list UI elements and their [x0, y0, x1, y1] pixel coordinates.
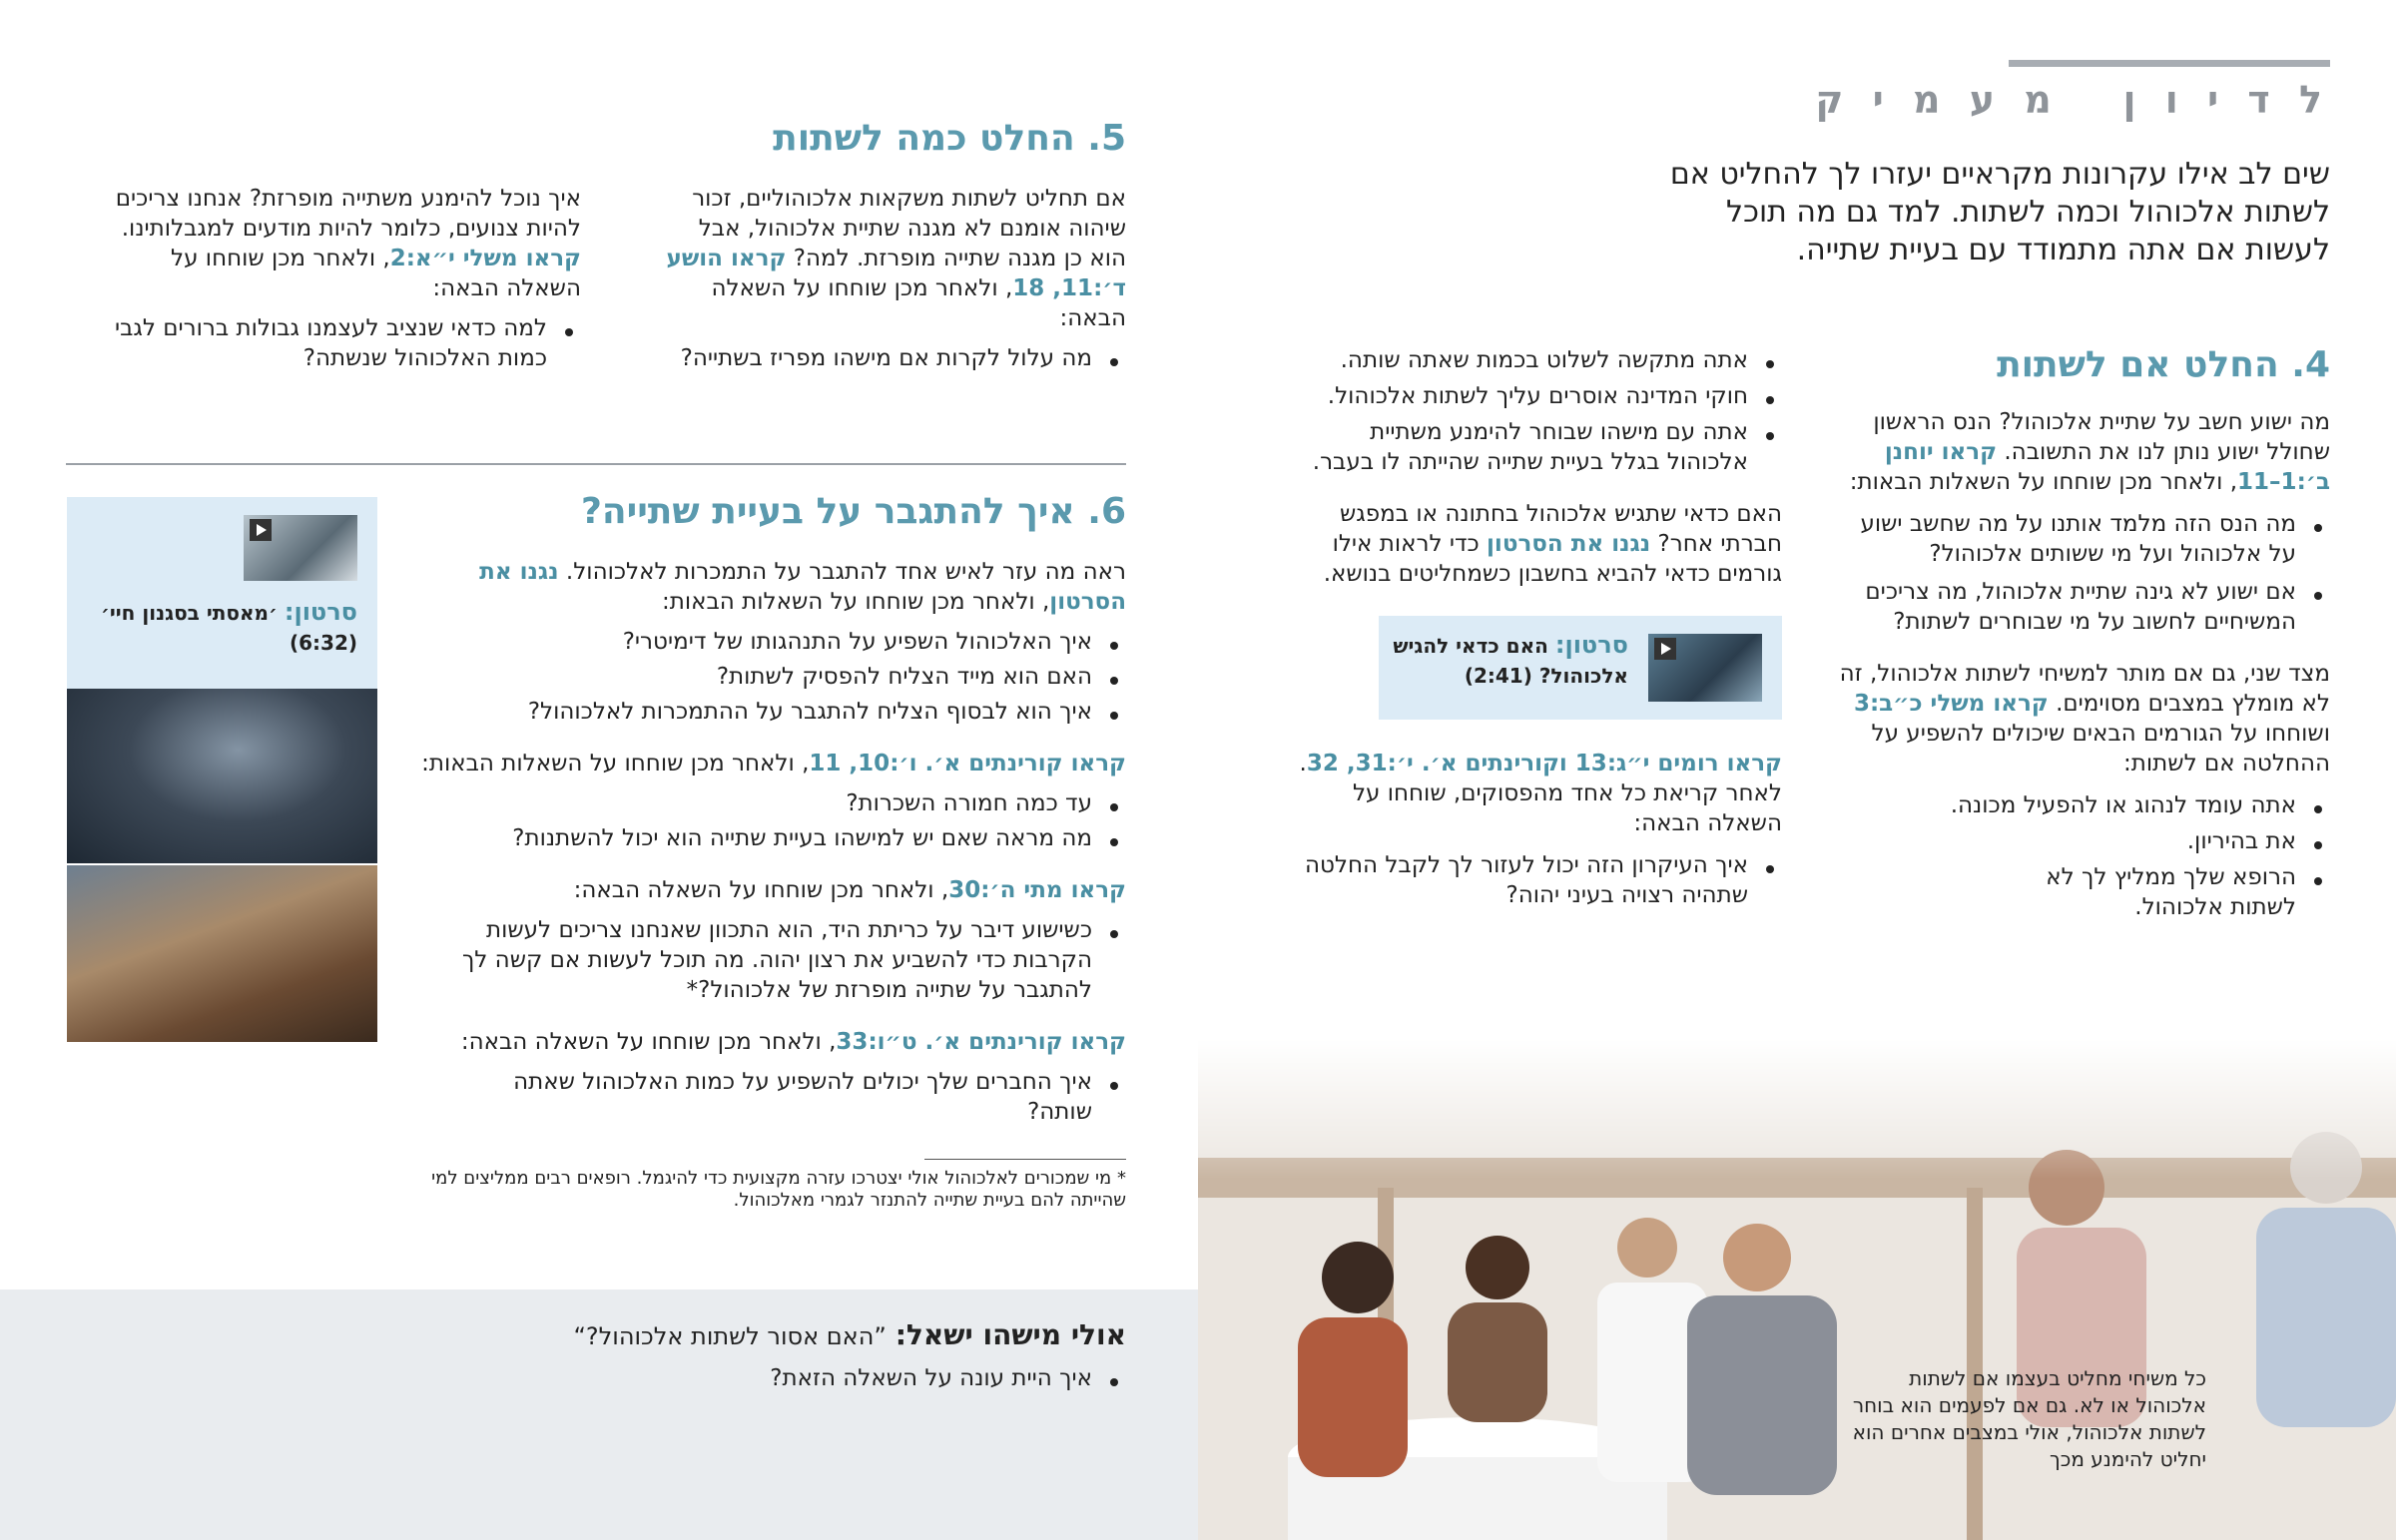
video-caption: סרטון: ׳מאסתי בסגנון חיי׳ (6:32)	[100, 598, 357, 655]
section-4-bullets-1	[1826, 509, 2330, 637]
list-item: אתה עם מישהו שבוחר להימנע משתיית אלכוהול בגלל בעיית שתייה שהייתה לו בעבר.	[1283, 417, 1782, 477]
section-5-title: 5. החלט כמה לשתות	[773, 118, 1126, 159]
list-item: איך החברים שלך יכולים להשפיע על כמות האלכוהול שאתה שותה?	[407, 1067, 1126, 1127]
section-6-bullets-3	[407, 915, 1126, 1005]
illustration-caption: כל משיחי מחליט בעצמו אם לשתות אלכוהול או לא. גם אם לפעמים הוא בוחר לשתות אלכוהול, אולי במצבים אחרים הוא יחליט להימנע מכך	[1852, 1366, 2206, 1471]
question-band	[0, 1289, 1198, 1540]
section-5-col-1	[657, 184, 1126, 373]
scripture-link-matthew[interactable]: קראו מתי ה׳:30	[948, 877, 1126, 903]
section-4-bullets-3	[1283, 345, 1782, 477]
section-4-title: 4. החלט אם לשתות	[1997, 344, 2330, 385]
section-6-body	[407, 557, 1126, 1127]
scripture-link-proverbs-11[interactable]: קראו משלי י״א:2	[389, 246, 581, 271]
play-video-link[interactable]: נגנו את הסרטון	[1487, 531, 1651, 557]
scripture-link-john[interactable]: קראו יוחנן ב׳:1–11	[1884, 439, 2330, 495]
scripture-link-proverbs-22[interactable]: קראו משלי כ״ב:3	[1853, 691, 2049, 717]
list-item: כשישוע דיבר על כריתת היד, הוא התכוון שאנחנו צריכים לעשות הקרבות כדי להשביע את רצון יהוה. מה תוכל לעשות אם קשה לך להתגבר על שתייה מופרזת של אלכוהול?*	[407, 915, 1126, 1005]
video-caption: סרטון: האם כדאי להגיש אלכוהול? (2:41)	[1393, 631, 1628, 688]
section-6-p3: קראו מתי ה׳:30, ולאחר מכן שוחחו על השאלה הבאה:	[573, 877, 1126, 903]
list-item: הרופא שלך ממליץ לך לא לשתות אלכוהול.	[1826, 862, 2330, 922]
section-4-bullets-4	[1273, 850, 1782, 910]
question-bullets	[527, 1363, 1126, 1393]
list-item: אם ישוע לא גינה שתיית אלכוהול, מה צריכים המשיחיים לחשוב על מי שבוחרים לשתות?	[1826, 577, 2330, 637]
restaurant-illustration	[1198, 1038, 2396, 1540]
section-5-p1: אם תחליט לשתות משקאות אלכוהוליים, זכור שיהוה אומנם לא מגנה שתיית אלכוהול, אבל הוא כן מגנה שתייה מופרזת. למה? קראו הושע ד׳:11, 18, ולאחר מכן שוחחו על השאלה הבאה:	[666, 186, 1126, 331]
video-card-fed-up[interactable]	[67, 497, 377, 689]
section-4-col-1	[1826, 407, 2330, 922]
section-6-p4: קראו קורינתים א׳. ט״ו:33, ולאחר מכן שוחחו על השאלה הבאה:	[460, 1029, 1126, 1055]
section-6-bullets-4	[407, 1067, 1126, 1127]
section-6-p2: קראו קורינתים א׳. ו׳:10, 11, ולאחר מכן שוחחו על השאלות הבאות:	[421, 751, 1126, 776]
list-item: איך האלכוהול השפיע על התנהגותו של דימיטרי?	[407, 627, 1126, 657]
video-card-serve-alcohol[interactable]	[1379, 616, 1782, 720]
list-item: אתה מתקשה לשלוט בכמות שאתה שותה.	[1283, 345, 1782, 375]
list-item: למה כדאי שנציב לעצמנו גבולות ברורים לגבי כמות האלכוהול שנשתה?	[102, 313, 581, 373]
man-drinking-photo	[67, 689, 377, 863]
section-divider	[66, 463, 1126, 465]
question-label: אולי מישהו ישאל:	[895, 1318, 1126, 1351]
list-item: את בהיריון.	[1826, 826, 2330, 856]
footnote-rule	[924, 1159, 1126, 1160]
list-item: מה עלול לקרות אם מישהו מפריז בשתייה?	[657, 343, 1126, 373]
section-4-p3: האם כדאי שתגיש אלכוהול בחתונה או במפגש חברתי אחר? נגנו את הסרטון כדי לראות אילו גורמים כדאי להביא בחשבון כשמחליטים בנושא.	[1323, 501, 1782, 587]
section-4-bullets-2	[1826, 790, 2330, 922]
footnote: * מי שמכורים לאלכוהול אולי יצטרכו עזרה מקצועית כדי להיגמל. רופאים רבים ממליצים למי שהייתה להם בעיית שתייה להתנזר לגמרי מאלכוהול.	[431, 1168, 1126, 1211]
list-item: איך היית עונה על השאלה הזאת?	[527, 1363, 1126, 1393]
list-item: מה הנס הזה מלמד אותנו על מה שחשב ישוע על אלכוהול ועל מי ששותים אלכוהול?	[1826, 509, 2330, 569]
list-item: האם הוא מייד הצליח להפסיק לשתות?	[407, 662, 1126, 692]
intro-text: שים לב אילו עקרונות מקראיים יעזרו לך להחליט אם לשתות אלכוהול וכמה לשתות. למד גם מה תוכל לעשות אם אתה מתמודד עם בעיית שתייה.	[1669, 157, 2330, 267]
restaurant-scene	[1198, 1038, 2396, 1540]
section-5-p2: איך נוכל להימנע משתייה מופרזת? אנחנו צריכים להיות צנועים, כלומר להיות מודעים למגבלותינו. קראו משלי י״א:2, ולאחר מכן שוחחו על השאלה הבאה:	[115, 186, 581, 301]
scripture-link-hosea[interactable]: קראו הושע ד׳:11, 18	[666, 246, 1126, 301]
play-icon[interactable]	[1654, 638, 1676, 664]
section-4-col-2-lower	[1273, 749, 1782, 910]
section-5-col-2	[102, 184, 581, 373]
scripture-link-romans[interactable]: קראו רומים י״ג:13 וקורינתים א׳. י׳:31, 32	[1306, 751, 1782, 776]
scripture-link-1cor-15[interactable]: קראו קורינתים א׳. ט״ו:33	[836, 1029, 1126, 1055]
header-rule	[2009, 60, 2330, 67]
list-item: איך העיקרון הזה יכול לעזור לך לקבל החלטה שתהיה רצויה בעיני יהוה?	[1273, 850, 1782, 910]
question-heading	[573, 1317, 1126, 1354]
list-item: חוקי המדינה אוסרים עליך לשתות אלכוהול.	[1283, 381, 1782, 411]
scripture-link-1cor-6[interactable]: קראו קורינתים א׳. ו׳:10, 11	[809, 751, 1126, 776]
section-4-p2: מצד שני, גם אם מותר למשיחי לשתות אלכוהול, זה לא מומלץ במצבים מסוימים. קראו משלי כ״ב:3 ושוחחו על הגורמים הבאים שיכולים להשפיע על ההחלטה אם לשתות:	[1839, 661, 2330, 776]
list-item: איך הוא לבסוף הצליח להתגבר על ההתמכרות לאלכוהול?	[407, 697, 1126, 727]
list-item: מה מראה שאם יש למישהו בעיית שתייה הוא יכול להשתנות?	[407, 823, 1126, 853]
section-6-p1: ראה מה עזר לאיש אחד להתגבר על התמכרות לאלכוהול. נגנו את הסרטון, ולאחר מכן שוחחו על השאלות הבאות:	[479, 559, 1126, 615]
section-4-p4: קראו רומים י״ג:13 וקורינתים א׳. י׳:31, 32. לאחר קריאת כל אחד מהפסוקים, שוחחו על השאלה הבאה:	[1299, 751, 1782, 836]
section-6-bullets-2	[407, 788, 1126, 853]
section-4-p1: מה ישוע חשב על שתיית אלכוהול? הנס הראשון שחולל ישוע נותן לנו את התשובה. קראו יוחנן ב׳:1–11, ולאחר מכן שוחחו על השאלות הבאות:	[1849, 409, 2330, 495]
list-item: אתה עומד לנהוג או להפעיל מכונה.	[1826, 790, 2330, 820]
section-5-bullets-2	[102, 313, 581, 373]
section-6-bullets-1	[407, 627, 1126, 727]
play-video-link[interactable]: נגנו את הסרטון	[479, 559, 1126, 615]
question-quote: ”האם אסור לשתות אלכוהול?“	[573, 1322, 887, 1350]
family-study-photo	[67, 865, 377, 1042]
play-icon[interactable]	[250, 519, 272, 545]
section-4-col-2	[1283, 345, 1782, 589]
section-6-title: 6. איך להתגבר על בעיית שתייה?	[580, 491, 1126, 532]
list-item: עד כמה חמורה השכרות?	[407, 788, 1126, 818]
page-title: ל ד י ו ן מ ע מ י ק	[1815, 78, 2330, 122]
section-5-bullets-1	[657, 343, 1126, 373]
